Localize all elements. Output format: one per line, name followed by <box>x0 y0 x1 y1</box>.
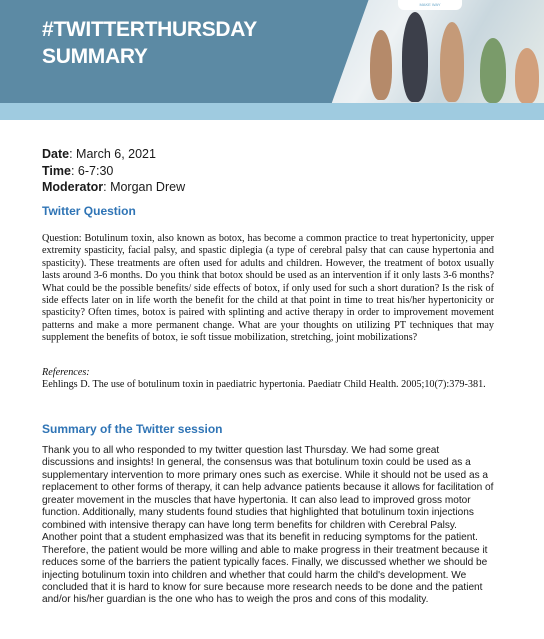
reference-citation: Eehlings D. The use of botulinum toxin in paediatric hypertonia. Paediatr Child Health. 2005;10(7):379-381. <box>42 379 486 390</box>
header-banner <box>0 0 544 120</box>
session-meta <box>42 146 185 196</box>
time-row: Time: 6-7:30 <box>42 163 114 178</box>
logo-tab: MAKE WAY <box>398 0 462 10</box>
classroom-photo <box>330 0 544 108</box>
summary-body: Thank you to all who responded to my twitter question last Thursday. We had some great discussions and insights! In general, the consensus was that botulinum toxin could be used as a supplementary intervention to more primary ones such as exercise. While it should not be used as a replacement to other forms of therapy, it can help advance patients because it allows for facilitation of greater movement in the muscles that have hypertonia. It can also lead to improved gross motor function. Additionally, many students found studies that highlighted that botulinum toxin injections combined with intensive therapy can have long term benefits for children with Cerebral Palsy. Another point that a student emphasized was that its benefit in reducing symptoms for the patient. Therefore, the patient would be more willing and able to make progress in their treatment because it reduces some of the barriers the patient typically faces. Finally, we discussed whether we should be injecting botulinum toxin into children and whether that could harm the child's development. We concluded that it is hard to know for sure because more research needs to be done and the patient and/or his/her guardian is the one who has to weigh the pros and cons of this modality. <box>42 445 494 606</box>
summary-heading: Summary of the Twitter session <box>42 422 223 436</box>
banner-stripe <box>0 103 544 120</box>
twitter-question-heading: Twitter Question <box>42 204 136 218</box>
references-label: References: <box>42 367 90 378</box>
date-row: Date: March 6, 2021 <box>42 147 156 161</box>
moderator-row: Moderator: Morgan Drew <box>42 180 186 194</box>
page-title <box>42 16 257 70</box>
title-line-1: #TWITTERTHURSDAY <box>42 18 257 41</box>
title-line-2: SUMMARY <box>42 45 148 68</box>
question-body: Question: Botulinum toxin, also known as botox, has become a common practice to treat hypertonicity, upper extremity spasticity, facial palsy, and spastic diplegia (a type of cerebral palsy that can cause hypertonia and spasticity). These treatments are often used for adults and children. However, the treatment of botox usually lasts around 3-6 months. Do you think that botox should be used as an intervention if it only lasts 3-6 months? What could be the possible benefits/ side effects of botox, if only used for such a short duration? Is the risk of side effects later on in life worth the benefit for the child at that point in time to treat his/her hypertonicity or spasticity? Often times, botox is paired with splinting and active therapy in order to improvement movement patterns and make a more permanent change. What are your thoughts on utilizing PT techniques that may supplement the benefits of botox, ie soft tissue mobilization, stretching, joint mobilizations? <box>42 233 494 344</box>
